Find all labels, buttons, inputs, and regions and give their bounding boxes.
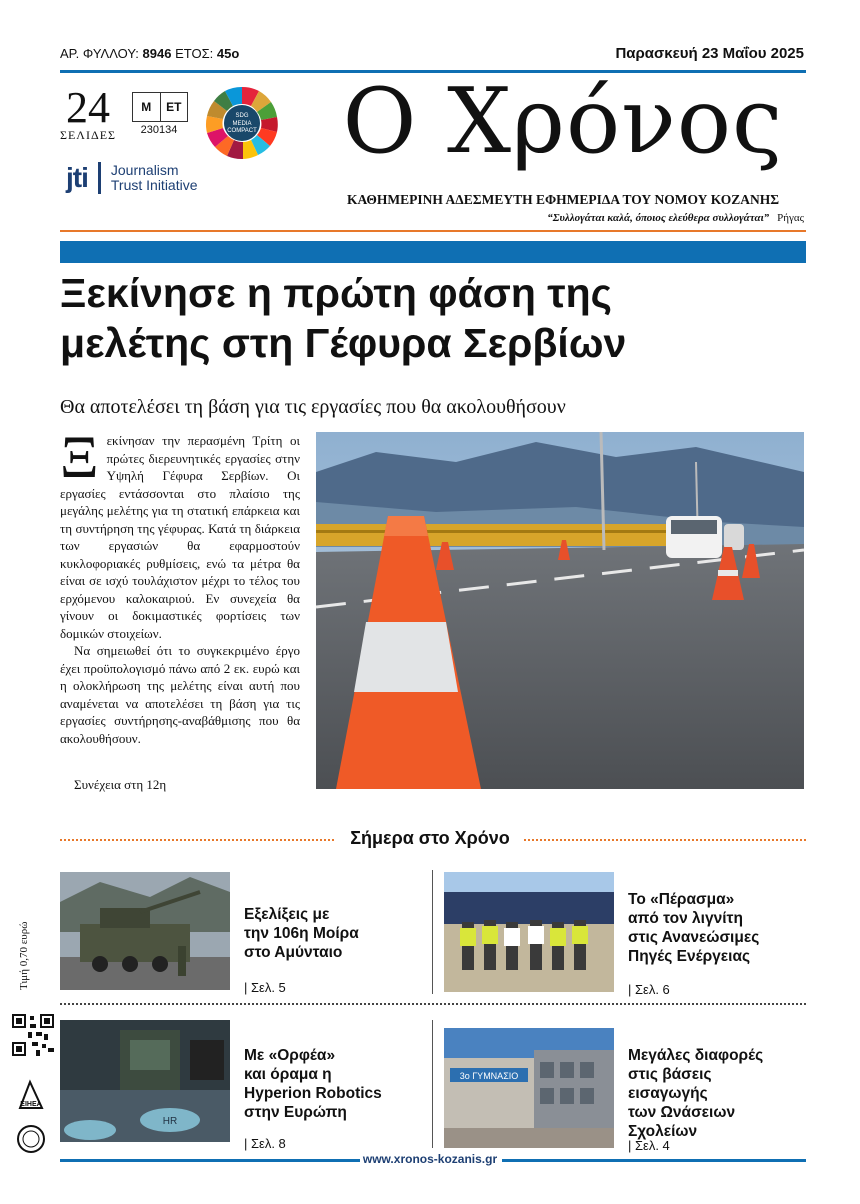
bridge-photo xyxy=(316,432,804,789)
teaser-1-page: | Σελ. 5 xyxy=(244,980,286,995)
column-divider-bottom xyxy=(432,1020,433,1148)
robot-badge-text: HR xyxy=(162,1116,178,1127)
pages-badge xyxy=(58,83,118,143)
section-title-text: Σήμερα στο Χρόνο xyxy=(336,828,524,848)
sdg-media-compact-logo xyxy=(205,86,279,160)
jti-line1: Journalism xyxy=(110,162,179,178)
jti-text xyxy=(111,163,198,193)
teaser-photo-army xyxy=(60,872,230,990)
teaser-4-page: | Σελ. 4 xyxy=(628,1138,670,1153)
column-divider-top xyxy=(432,870,433,994)
price-label: Τιμή 0,70 ευρώ xyxy=(18,921,30,990)
teaser-1-line3: στο Αμύνταιο xyxy=(244,944,343,961)
section-title xyxy=(0,828,860,849)
met-left: Μ xyxy=(133,93,161,121)
lead-paragraph-2: Να σημειωθεί ότι το συγκεκριμένο έργο έχει προϋπολογισμό πάνω από 2 εκ. ευρώ και η ολοκλήρωση της μελέτης είναι αυτή που αναμένεται να αποτελέσει τη βάση για τις εργασίες συντήρησης-αναβάθμισης που θα ακολουθήσουν. xyxy=(60,643,300,746)
teaser-2-line3: στις Ανανεώσιμες xyxy=(628,929,760,946)
footer-url[interactable]: www.xronos-kozanis.gr xyxy=(362,1152,498,1166)
teaser-2-title[interactable] xyxy=(628,890,759,966)
met-right: ΕΤ xyxy=(166,100,182,114)
teaser-1-title[interactable] xyxy=(244,905,359,962)
masthead-quote xyxy=(547,212,804,224)
teaser-photo-solar xyxy=(444,872,614,992)
year-label: ΕΤΟΣ: xyxy=(175,46,214,61)
sdg-line2: MEDIA xyxy=(232,121,252,127)
issue-prefix: ΑΡ. ΦΥΛΛΟΥ: xyxy=(60,46,139,61)
orange-rule xyxy=(60,230,806,232)
teaser-3-line1: Με «Ορφέα» xyxy=(244,1047,336,1064)
jti-divider xyxy=(98,162,101,194)
teaser-2-line4: Πηγές Ενέργειας xyxy=(628,948,751,965)
teaser-3-line3: Hyperion Robotics xyxy=(244,1085,382,1102)
teaser-4-title[interactable] xyxy=(628,1046,763,1141)
teaser-3-page: | Σελ. 8 xyxy=(244,1136,286,1151)
sdg-line1: SDG xyxy=(235,113,249,119)
teaser-1-line2: την 106η Μοίρα xyxy=(244,925,359,942)
drop-cap: Ξ xyxy=(60,424,99,490)
newspaper-title: Ο Χρόνος xyxy=(342,69,784,174)
headline-line1: Ξεκίνησε η πρώτη φάση της xyxy=(60,270,612,316)
teaser-4-line1: Μεγάλες διαφορές xyxy=(628,1047,764,1064)
issue-info xyxy=(60,46,239,61)
jti-mark: jti xyxy=(66,162,88,193)
sdg-line3: COMPACT xyxy=(227,128,257,134)
issue-date: Παρασκευή 23 Μαΐου 2025 xyxy=(615,45,804,62)
jti-logo xyxy=(66,162,198,194)
jti-line2: Trust Initiative xyxy=(110,177,198,193)
teaser-2-page: | Σελ. 6 xyxy=(628,982,670,997)
school-sign-text: 3ο ΓΥΜΝΑΣΙΟ xyxy=(459,1071,519,1081)
teaser-row-divider xyxy=(60,1003,806,1005)
teaser-4-line5: Σχολείων xyxy=(628,1123,698,1140)
lead-subhead: Θα αποτελέσει τη βάση για τις εργασίες που θα ακολουθήσουν xyxy=(60,396,566,418)
headline-line2: μελέτης στη Γέφυρα Σερβίων xyxy=(60,320,627,366)
teaser-photo-school xyxy=(444,1028,614,1148)
eiiea-logo-icon xyxy=(16,1078,46,1114)
teaser-3-line2: και όραμα η xyxy=(244,1066,332,1083)
pages-label: ΣΕΛΙΔΕΣ xyxy=(59,128,117,142)
teaser-1-line1: Εξελίξεις με xyxy=(244,906,330,923)
quote-author: Ρήγας xyxy=(777,212,804,224)
lead-body xyxy=(60,424,300,747)
met-number: 230134 xyxy=(140,124,178,136)
lead-headline[interactable] xyxy=(60,268,820,368)
seal-icon xyxy=(16,1124,46,1154)
teaser-4-line3: εισαγωγής xyxy=(628,1085,708,1102)
issue-number: 8946 xyxy=(142,46,172,61)
newspaper-tagline: ΚΑΘΗΜΕΡΙΝΗ ΑΔΕΣΜΕΥΤΗ ΕΦΗΜΕΡΙΔΑ ΤΟΥ ΝΟΜΟΥ ΚΟΖΑΝΗΣ xyxy=(346,192,780,207)
blue-banner xyxy=(60,241,806,263)
pages-count: 24 xyxy=(66,83,110,132)
teaser-3-title[interactable] xyxy=(244,1046,382,1122)
lead-paragraph-1: εκίνησαν την περασμένη Τρίτη οι πρώτες διερευνητικές εργασίες στην Υψηλή Γέφυρα Σερβίων. Οι εργασίες εντάσσονται στο πλαίσιο της μεγάλης μελέτης για τη στατική επάρκεια και τη συντήρηση της γέφυρας. Κατά τη διάρκεια των εργασιών θα εφαρμοστούν κυκλοφοριακές ρυθμίσεις, ενώ τα μέτρα θα είναι σε ισχύ τουλάχιστον μέχρι το τέλος του ερχόμενου καλοκαιριού. Εν συνεχεία θα γίνουν οι δοκιμαστικές φορτίσεις των δομικών στοιχείων. xyxy=(60,433,300,641)
qr-code-icon[interactable] xyxy=(12,1014,54,1056)
continued-link[interactable]: Συνέχεια στη 12η xyxy=(74,777,167,792)
teaser-3-line4: στην Ευρώπη xyxy=(244,1104,347,1121)
teaser-2-line2: από τον λιγνίτη xyxy=(628,910,743,927)
teaser-4-line2: στις βάσεις xyxy=(628,1066,712,1083)
met-logo xyxy=(132,92,188,122)
quote-text: “Συλλογάται καλά, όποιος ελεύθερα συλλογάται” xyxy=(547,212,770,224)
teaser-photo-robot xyxy=(60,1020,230,1142)
teaser-4-line4: των Ωνάσειων xyxy=(628,1104,736,1121)
eiiea-logo-text: ΕΙΗΕΑ xyxy=(20,1101,42,1108)
year-value: 45ο xyxy=(216,46,240,61)
teaser-2-line1: Το «Πέρασμα» xyxy=(628,891,735,908)
